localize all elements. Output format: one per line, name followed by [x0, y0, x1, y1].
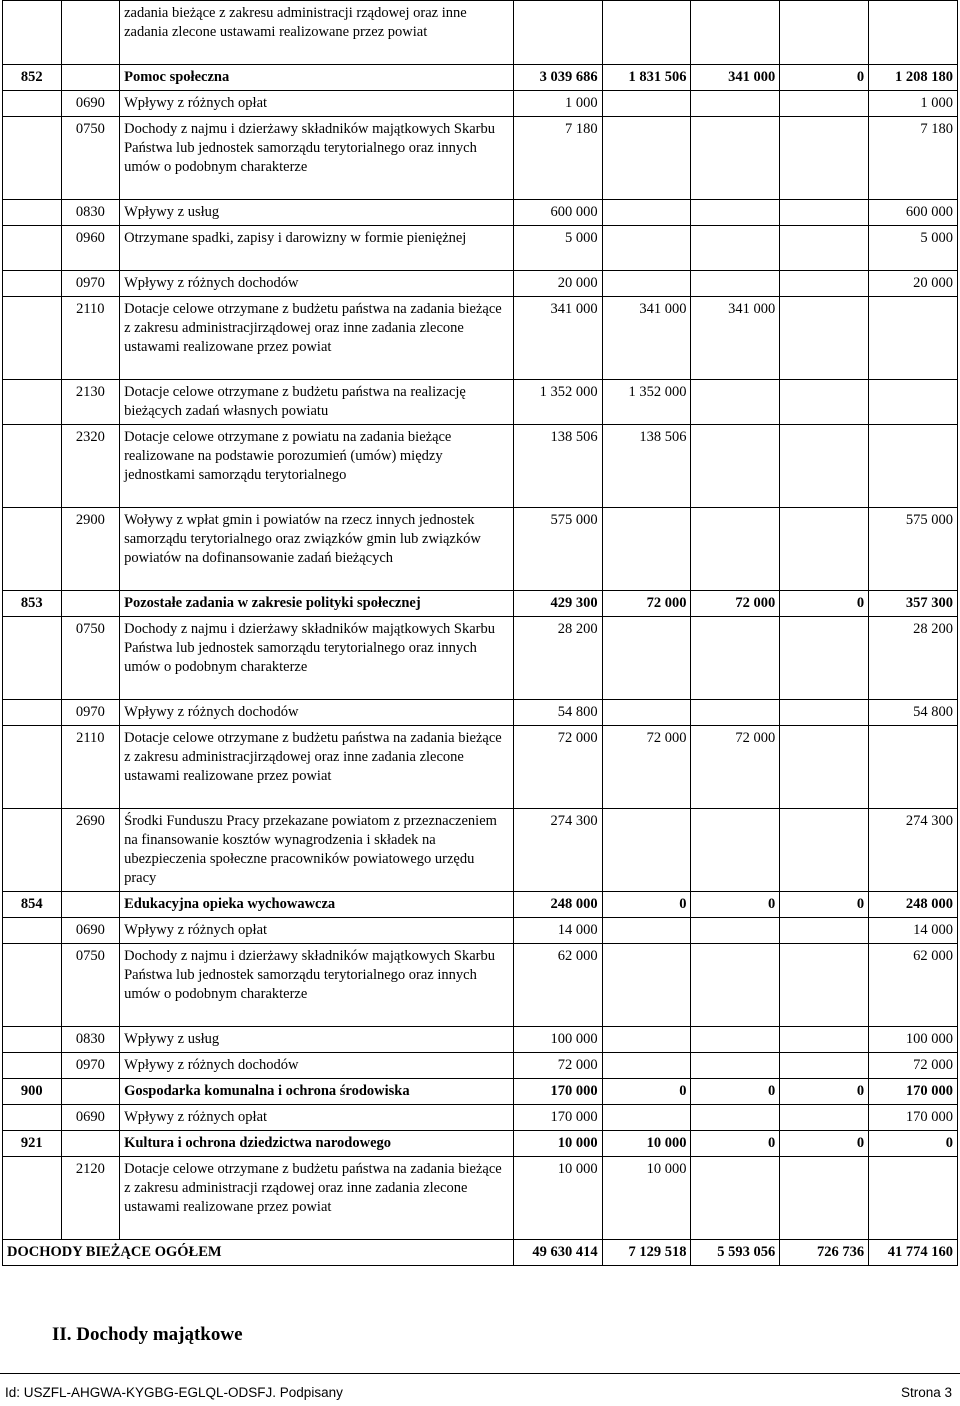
table-row — [3, 1053, 958, 1079]
amount-cell-5: 274 300 — [869, 809, 958, 892]
amount-cell-3 — [691, 700, 780, 726]
amount-cell-1: 600 000 — [513, 200, 602, 226]
amount-cell-5: 20 000 — [869, 271, 958, 297]
amount-cell-3 — [691, 271, 780, 297]
amount-cell-1: 20 000 — [513, 271, 602, 297]
table-row — [3, 1157, 958, 1240]
paragraf-code: 0830 — [61, 1027, 120, 1053]
dzial-code: 854 — [3, 892, 62, 918]
revenue-table-wrapper — [2, 0, 958, 1266]
amount-cell-2: 0 — [602, 892, 691, 918]
amount-cell-4: 0 — [780, 65, 869, 91]
table-row — [3, 617, 958, 700]
dzial-code — [3, 1027, 62, 1053]
section-heading: II. Dochody majątkowe — [52, 1324, 243, 1345]
dzial-code — [3, 117, 62, 200]
table-row — [3, 91, 958, 117]
dzial-code — [3, 271, 62, 297]
paragraf-code: 2320 — [61, 425, 120, 508]
amount-cell-3 — [691, 1105, 780, 1131]
table-row — [3, 700, 958, 726]
amount-cell-5: 248 000 — [869, 892, 958, 918]
amount-cell-1: 138 506 — [513, 425, 602, 508]
paragraf-code: 2900 — [61, 508, 120, 591]
paragraf-code: 2120 — [61, 1157, 120, 1240]
amount-cell-4 — [780, 91, 869, 117]
table-row — [3, 297, 958, 380]
amount-cell-2 — [602, 1105, 691, 1131]
amount-cell-1: 28 200 — [513, 617, 602, 700]
paragraf-code: 2690 — [61, 809, 120, 892]
amount-cell-4: 0 — [780, 1079, 869, 1105]
paragraf-code: 0970 — [61, 271, 120, 297]
section-row — [3, 1079, 958, 1105]
dzial-code — [3, 200, 62, 226]
amount-cell-3: 341 000 — [691, 65, 780, 91]
description-cell: Dotacje celowe otrzymane z powiatu na zadania bieżące realizowane na podstawie porozumień (umów) między jednostkami samorządu terytorialnego — [120, 425, 514, 508]
amount-cell-5: 0 — [869, 1131, 958, 1157]
dzial-code — [3, 809, 62, 892]
amount-cell-4: 726 736 — [780, 1240, 869, 1266]
amount-cell-2 — [602, 271, 691, 297]
amount-cell-1: 248 000 — [513, 892, 602, 918]
amount-cell-1: 62 000 — [513, 944, 602, 1027]
description-cell: Wpływy z usług — [120, 1027, 514, 1053]
amount-cell-2 — [602, 508, 691, 591]
amount-cell-5 — [869, 425, 958, 508]
amount-cell-4: 0 — [780, 892, 869, 918]
description-cell: zadania bieżące z zakresu administracji rządowej oraz inne zadania zlecone ustawami realizowane przez powiat — [120, 1, 514, 65]
amount-cell-4 — [780, 726, 869, 809]
amount-cell-1: 72 000 — [513, 1053, 602, 1079]
amount-cell-1: 341 000 — [513, 297, 602, 380]
description-cell: Dochody z najmu i dzierżawy składników majątkowych Skarbu Państwa lub jednostek samorządu terytorialnego oraz innych umów o podobnym charakterze — [120, 617, 514, 700]
dzial-code — [3, 1053, 62, 1079]
amount-cell-3 — [691, 200, 780, 226]
amount-cell-5: 54 800 — [869, 700, 958, 726]
amount-cell-3: 341 000 — [691, 297, 780, 380]
section-row — [3, 892, 958, 918]
paragraf-code: 0970 — [61, 700, 120, 726]
amount-cell-3 — [691, 117, 780, 200]
table-row — [3, 200, 958, 226]
amount-cell-2 — [602, 200, 691, 226]
amount-cell-2: 72 000 — [602, 726, 691, 809]
description-cell: Edukacyjna opieka wychowawcza — [120, 892, 514, 918]
amount-cell-5: 7 180 — [869, 117, 958, 200]
paragraf-code: 0750 — [61, 117, 120, 200]
description-cell: Dotacje celowe otrzymane z budżetu państwa na zadania bieżące z zakresu administracji rządowej oraz inne zadania zlecone ustawami realizowane przez powiat — [120, 1157, 514, 1240]
total-label: DOCHODY BIEŻĄCE OGÓŁEM — [3, 1240, 514, 1266]
table-row — [3, 726, 958, 809]
revenue-table-body — [3, 1, 958, 1266]
amount-cell-2 — [602, 918, 691, 944]
amount-cell-2: 1 352 000 — [602, 380, 691, 425]
amount-cell-5: 72 000 — [869, 1053, 958, 1079]
table-row — [3, 271, 958, 297]
amount-cell-1: 49 630 414 — [513, 1240, 602, 1266]
amount-cell-1: 14 000 — [513, 918, 602, 944]
dzial-code — [3, 944, 62, 1027]
amount-cell-3 — [691, 425, 780, 508]
amount-cell-2: 341 000 — [602, 297, 691, 380]
amount-cell-4 — [780, 1105, 869, 1131]
amount-cell-2 — [602, 1, 691, 65]
amount-cell-1: 54 800 — [513, 700, 602, 726]
paragraf-code: 2110 — [61, 726, 120, 809]
amount-cell-5: 5 000 — [869, 226, 958, 271]
description-cell: Dotacje celowe otrzymane z budżetu państwa na realizację bieżących zadań własnych powiatu — [120, 380, 514, 425]
amount-cell-5: 357 300 — [869, 591, 958, 617]
description-cell: Otrzymane spadki, zapisy i darowizny w formie pieniężnej — [120, 226, 514, 271]
table-row — [3, 1105, 958, 1131]
table-row — [3, 1027, 958, 1053]
amount-cell-2: 0 — [602, 1079, 691, 1105]
paragraf-code: 0690 — [61, 91, 120, 117]
amount-cell-3: 72 000 — [691, 591, 780, 617]
amount-cell-5: 170 000 — [869, 1079, 958, 1105]
paragraf-code: 0750 — [61, 944, 120, 1027]
amount-cell-2: 7 129 518 — [602, 1240, 691, 1266]
amount-cell-1: 100 000 — [513, 1027, 602, 1053]
table-row — [3, 918, 958, 944]
section-row — [3, 65, 958, 91]
table-row — [3, 380, 958, 425]
amount-cell-4 — [780, 425, 869, 508]
amount-cell-4 — [780, 700, 869, 726]
dzial-code: 921 — [3, 1131, 62, 1157]
amount-cell-1: 170 000 — [513, 1105, 602, 1131]
amount-cell-3 — [691, 944, 780, 1027]
amount-cell-2: 1 831 506 — [602, 65, 691, 91]
amount-cell-1: 72 000 — [513, 726, 602, 809]
description-cell: Wpływy z różnych opłat — [120, 1105, 514, 1131]
amount-cell-3 — [691, 918, 780, 944]
table-row — [3, 1, 958, 65]
paragraf-code — [61, 892, 120, 918]
amount-cell-4 — [780, 1053, 869, 1079]
table-row — [3, 809, 958, 892]
amount-cell-2 — [602, 117, 691, 200]
description-cell: Gospodarka komunalna i ochrona środowiska — [120, 1079, 514, 1105]
amount-cell-4 — [780, 1, 869, 65]
amount-cell-4 — [780, 271, 869, 297]
amount-cell-2 — [602, 1027, 691, 1053]
amount-cell-1: 10 000 — [513, 1157, 602, 1240]
amount-cell-4 — [780, 117, 869, 200]
amount-cell-3 — [691, 1027, 780, 1053]
amount-cell-1: 274 300 — [513, 809, 602, 892]
amount-cell-3 — [691, 1157, 780, 1240]
description-cell: Wpływy z różnych dochodów — [120, 271, 514, 297]
amount-cell-2 — [602, 1053, 691, 1079]
amount-cell-2: 10 000 — [602, 1131, 691, 1157]
amount-cell-5: 1 208 180 — [869, 65, 958, 91]
amount-cell-3: 0 — [691, 1131, 780, 1157]
paragraf-code — [61, 65, 120, 91]
amount-cell-3: 0 — [691, 1079, 780, 1105]
dzial-code — [3, 508, 62, 591]
amount-cell-4: 0 — [780, 1131, 869, 1157]
dzial-code — [3, 297, 62, 380]
dzial-code — [3, 1157, 62, 1240]
amount-cell-1: 1 000 — [513, 91, 602, 117]
paragraf-code: 0960 — [61, 226, 120, 271]
amount-cell-3: 5 593 056 — [691, 1240, 780, 1266]
dzial-code: 853 — [3, 591, 62, 617]
description-cell: Wpływy z różnych dochodów — [120, 1053, 514, 1079]
amount-cell-5 — [869, 1, 958, 65]
amount-cell-2: 72 000 — [602, 591, 691, 617]
document-id: Id: USZFL-AHGWA-KYGBG-EGLQL-ODSFJ. Podpisany — [5, 1385, 343, 1400]
amount-cell-2 — [602, 91, 691, 117]
amount-cell-2 — [602, 226, 691, 271]
table-row — [3, 944, 958, 1027]
amount-cell-5: 1 000 — [869, 91, 958, 117]
description-cell: Dochody z najmu i dzierżawy składników majątkowych Skarbu Państwa lub jednostek samorządu terytorialnego oraz innych umów o podobnym charakterze — [120, 944, 514, 1027]
description-cell: Pozostałe zadania w zakresie polityki społecznej — [120, 591, 514, 617]
description-cell: Dotacje celowe otrzymane z budżetu państwa na zadania bieżące z zakresu administracjirządowej oraz inne zadania zlecone ustawami realizowane przez powiat — [120, 297, 514, 380]
dzial-code: 852 — [3, 65, 62, 91]
page-number: Strona 3 — [900, 1385, 952, 1400]
description-cell: Środki Funduszu Pracy przekazane powiatom z przeznaczeniem na finansowanie kosztów wynagrodzenia i składek na ubezpieczenia społeczne pracowników powiatowego urzędu pracy — [120, 809, 514, 892]
section-row — [3, 591, 958, 617]
amount-cell-3: 0 — [691, 892, 780, 918]
amount-cell-5 — [869, 726, 958, 809]
total-row — [3, 1240, 958, 1266]
amount-cell-4 — [780, 944, 869, 1027]
amount-cell-4 — [780, 226, 869, 271]
amount-cell-3 — [691, 380, 780, 425]
amount-cell-3: 72 000 — [691, 726, 780, 809]
amount-cell-1: 7 180 — [513, 117, 602, 200]
amount-cell-3 — [691, 809, 780, 892]
amount-cell-1: 170 000 — [513, 1079, 602, 1105]
dzial-code — [3, 1, 62, 65]
amount-cell-4 — [780, 200, 869, 226]
paragraf-code: 0830 — [61, 200, 120, 226]
amount-cell-1: 429 300 — [513, 591, 602, 617]
paragraf-code — [61, 1131, 120, 1157]
amount-cell-3 — [691, 617, 780, 700]
amount-cell-5: 100 000 — [869, 1027, 958, 1053]
amount-cell-1: 10 000 — [513, 1131, 602, 1157]
description-cell: Wpływy z różnych dochodów — [120, 700, 514, 726]
description-cell: Dotacje celowe otrzymane z budżetu państwa na zadania bieżące z zakresu administracjirządowej oraz inne zadania zlecone ustawami realizowane przez powiat — [120, 726, 514, 809]
paragraf-code — [61, 1, 120, 65]
amount-cell-5: 600 000 — [869, 200, 958, 226]
table-row — [3, 425, 958, 508]
dzial-code — [3, 918, 62, 944]
amount-cell-5 — [869, 1157, 958, 1240]
amount-cell-5: 14 000 — [869, 918, 958, 944]
description-cell: Wpływy z różnych opłat — [120, 91, 514, 117]
description-cell: Woływy z wpłat gmin i powiatów na rzecz innych jednostek samorządu terytorialnego oraz związków gmin lub związków powiatów na dofinansowanie zadań bieżących — [120, 508, 514, 591]
amount-cell-5: 41 774 160 — [869, 1240, 958, 1266]
amount-cell-4 — [780, 809, 869, 892]
dzial-code — [3, 380, 62, 425]
amount-cell-1: 5 000 — [513, 226, 602, 271]
paragraf-code: 2130 — [61, 380, 120, 425]
amount-cell-5: 62 000 — [869, 944, 958, 1027]
amount-cell-4: 0 — [780, 591, 869, 617]
description-cell: Pomoc społeczna — [120, 65, 514, 91]
dzial-code — [3, 700, 62, 726]
dzial-code — [3, 425, 62, 508]
amount-cell-3 — [691, 1, 780, 65]
table-row — [3, 226, 958, 271]
dzial-code — [3, 226, 62, 271]
amount-cell-4 — [780, 508, 869, 591]
amount-cell-1: 3 039 686 — [513, 65, 602, 91]
paragraf-code — [61, 591, 120, 617]
paragraf-code: 0690 — [61, 918, 120, 944]
section-row — [3, 1131, 958, 1157]
amount-cell-4 — [780, 617, 869, 700]
amount-cell-4 — [780, 918, 869, 944]
amount-cell-4 — [780, 297, 869, 380]
amount-cell-2 — [602, 700, 691, 726]
paragraf-code — [61, 1079, 120, 1105]
amount-cell-4 — [780, 380, 869, 425]
amount-cell-4 — [780, 1157, 869, 1240]
amount-cell-3 — [691, 91, 780, 117]
amount-cell-1: 1 352 000 — [513, 380, 602, 425]
description-cell: Kultura i ochrona dziedzictwa narodowego — [120, 1131, 514, 1157]
dzial-code — [3, 91, 62, 117]
amount-cell-3 — [691, 1053, 780, 1079]
amount-cell-5: 28 200 — [869, 617, 958, 700]
amount-cell-2: 10 000 — [602, 1157, 691, 1240]
footer-divider — [0, 1373, 960, 1374]
amount-cell-5 — [869, 297, 958, 380]
dzial-code: 900 — [3, 1079, 62, 1105]
amount-cell-5: 170 000 — [869, 1105, 958, 1131]
paragraf-code: 0690 — [61, 1105, 120, 1131]
dzial-code — [3, 1105, 62, 1131]
amount-cell-2 — [602, 617, 691, 700]
amount-cell-2: 138 506 — [602, 425, 691, 508]
description-cell: Dochody z najmu i dzierżawy składników majątkowych Skarbu Państwa lub jednostek samorządu terytorialnego oraz innych umów o podobnym charakterze — [120, 117, 514, 200]
dzial-code — [3, 617, 62, 700]
description-cell: Wpływy z różnych opłat — [120, 918, 514, 944]
dzial-code — [3, 726, 62, 809]
paragraf-code: 0970 — [61, 1053, 120, 1079]
paragraf-code: 2110 — [61, 297, 120, 380]
amount-cell-5 — [869, 380, 958, 425]
table-row — [3, 117, 958, 200]
amount-cell-1: 575 000 — [513, 508, 602, 591]
amount-cell-3 — [691, 508, 780, 591]
paragraf-code: 0750 — [61, 617, 120, 700]
amount-cell-2 — [602, 809, 691, 892]
revenue-table — [2, 0, 958, 1266]
amount-cell-4 — [780, 1027, 869, 1053]
amount-cell-1 — [513, 1, 602, 65]
description-cell: Wpływy z usług — [120, 200, 514, 226]
amount-cell-3 — [691, 226, 780, 271]
table-row — [3, 508, 958, 591]
amount-cell-2 — [602, 944, 691, 1027]
amount-cell-5: 575 000 — [869, 508, 958, 591]
